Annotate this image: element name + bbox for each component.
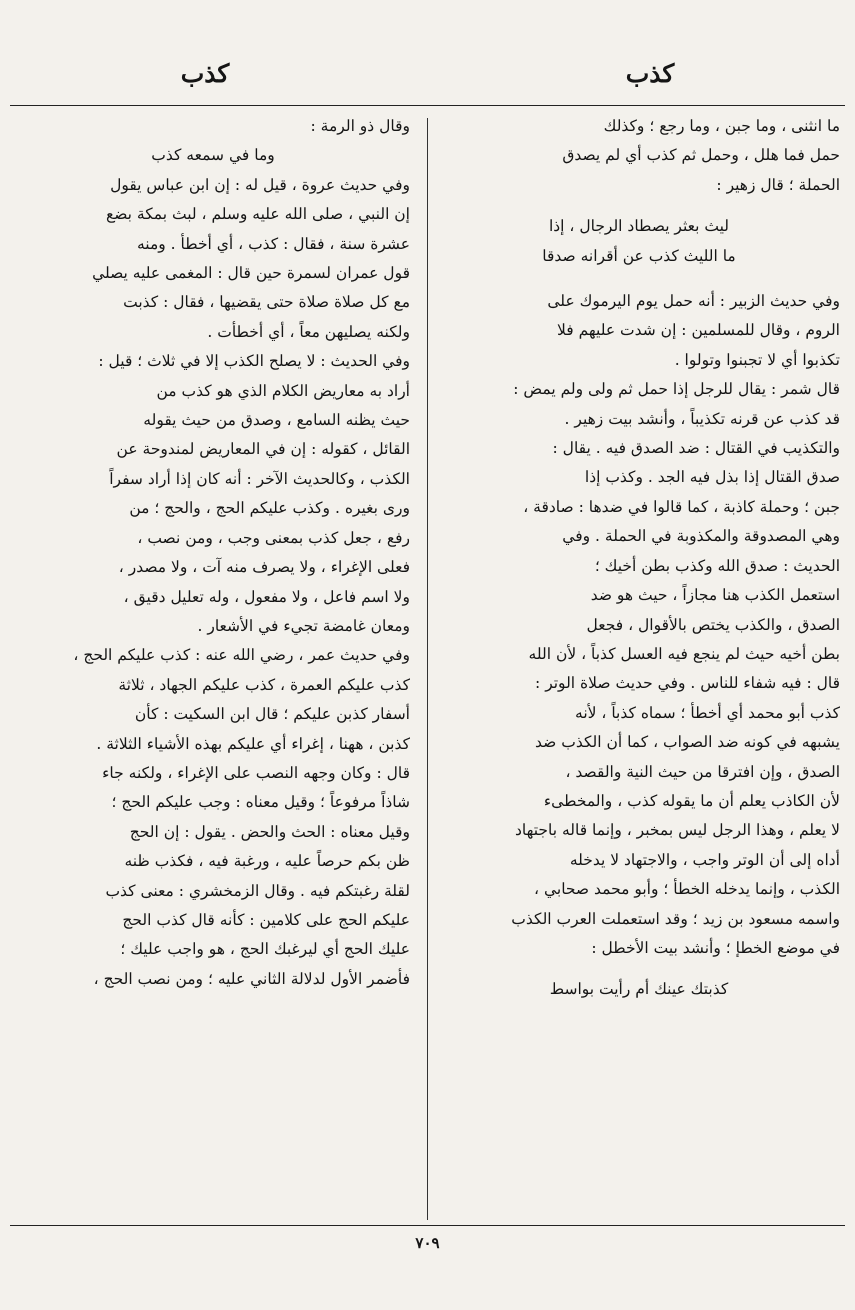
text-line: كذب عليكم العمرة ، كذب عليكم الجهاد ، ثلاثة <box>118 675 410 694</box>
text-line: فأضمر الأول لدلالة الثاني عليه ؛ ومن نصب الحج ، <box>93 969 410 988</box>
text-line: صدق القتال إذا بذل فيه الجد . وكذب إذا <box>584 468 840 487</box>
text-line: لا يعلم ، وهذا الرجل ليس بمخبر ، وإنما قاله باجتهاد <box>514 821 840 840</box>
text-line: قال : وكان وجهه النصب على الإغراء ، ولكنه جاء <box>102 763 410 782</box>
text-line: القائل ، كقوله : إن في المعاريض لمندوحة عن <box>116 440 410 459</box>
text-line: قول عمران لسمرة حين قال : المغمى عليه يصلي <box>92 264 410 283</box>
text-line: عليك الحج أي ليرغبك الحج ، هو واجب عليك ؛ <box>120 940 410 959</box>
text-line: شاذاً مرفوعاً ؛ وقيل معناه : وجب عليكم الحج ؛ <box>111 793 410 812</box>
text-line: أسفار كذبن عليكم ؛ قال ابن السكيت : كأن <box>134 705 410 724</box>
text-line: في موضع الخطإ ؛ وأنشد بيت الأخطل : <box>591 938 840 957</box>
text-line: كذبن ، ههنا ، إغراء أي عليكم بهذه الأشياء الثلاثة . <box>96 734 410 753</box>
text-line: حمل فما هلل ، وحمل ثم كذب أي لم يصدق <box>562 146 840 165</box>
footer-rule <box>10 1225 845 1226</box>
right-column <box>438 112 840 1220</box>
verse-line: وما في سمعه كذب <box>151 146 275 165</box>
text-line: أداه إلى أن الوتر واجب ، والاجتهاد لا يدخله <box>569 850 840 869</box>
right-column-headword: كذب <box>625 59 675 88</box>
text-line: عليكم الحج على كلامين : كأنه قال كذب الحج <box>122 910 410 929</box>
text-line: لقلة رغبتكم فيه . وقال الزمخشري : معنى كذب <box>105 881 410 900</box>
verse-line: ليث بعثر يصطاد الرجال ، إذا <box>548 217 730 236</box>
text-line: عشرة سنة ، فقال : كذب ، أي أخطأ . ومنه <box>136 234 410 253</box>
left-column-headword: كذب <box>180 59 230 88</box>
text-line: ولكنه يصليهن معاً ، أي أخطأت . <box>207 322 410 341</box>
text-line: والتكذيب في القتال : ضد الصدق فيه . يقال : <box>552 439 840 458</box>
text-line: وفي حديث عمر ، رضي الله عنه : كذب عليكم الحج ، <box>73 646 410 665</box>
text-line: الصدق ، وإن افترقا من حيث النية والقصد ، <box>565 762 840 781</box>
text-line: قال : فيه شفاء للناس . وفي حديث صلاة الوتر : <box>535 674 840 693</box>
text-line: ما انثنى ، وما جبن ، وما رجع ؛ وكذلك <box>603 117 840 135</box>
text-line: الكذب ، وكالحديث الآخر : أنه كان إذا أراد سفراً <box>109 469 410 488</box>
text-line: وفي الحديث : لا يصلح الكذب إلا في ثلاث ؛ قيل : <box>98 352 410 371</box>
text-line: حيث يظنه السامع ، وصدق من حيث يقوله <box>143 411 410 430</box>
text-line: رفع ، جعل كذب بمعنى وجب ، ومن نصب ، <box>137 528 410 547</box>
page-number: ٧٠٩ <box>415 1234 440 1252</box>
text-line: فعلى الإغراء ، ولا يصرف منه آت ، ولا مصدر ، <box>118 558 410 577</box>
text-line: وهي المصدوقة والمكذوبة في الحملة . وفي <box>562 527 840 546</box>
text-line: واسمه مسعود بن زيد ؛ وقد استعملت العرب الكذب <box>511 909 840 928</box>
text-line: لأن الكاذب يعلم أن ما يقوله كذب ، والمخطىء <box>543 791 840 810</box>
text-line: تكذبوا أي لا تجبنوا وتولوا . <box>674 350 840 369</box>
text-line: إن النبي ، صلى الله عليه وسلم ، لبث بمكة بضع <box>105 205 410 224</box>
verse-line: كذبتك عينك أم رأيت بواسط <box>549 980 729 999</box>
text-line: ظن بكم حرصاً عليه ، ورغبة فيه ، فكذب ظنه <box>124 852 410 871</box>
verse-line: ما الليث كذب عن أقرانه صدقا <box>542 246 736 265</box>
text-line: بطن أخيه حيث لم ينجع فيه العسل كذباً ، لأن الله <box>528 644 840 663</box>
left-column <box>16 112 410 1220</box>
column-divider <box>427 118 428 1220</box>
text-line: ولا اسم فاعل ، ولا مفعول ، وله تعليل دقيق ، <box>123 587 410 606</box>
text-line: كذب أبو محمد أي أخطأ ؛ سماه كذباً ، لأنه <box>575 703 840 722</box>
text-line: وفي حديث الزبير : أنه حمل يوم اليرموك على <box>547 292 840 311</box>
text-line: قد كذب عن قرنه تكذيباً ، وأنشد بيت زهير . <box>564 409 840 428</box>
text-line: استعمل الكذب هنا مجازاً ، حيث هو ضد <box>590 586 840 605</box>
text-line: يشبهه في كونه ضد الصواب ، كما أن الكذب ضد <box>535 733 840 752</box>
text-line: الحديث : صدق الله وكذب بطن أخيك ؛ <box>594 556 840 575</box>
text-line: وقيل معناه : الحث والحض . يقول : إن الحج <box>129 822 410 841</box>
text-line: الحملة ؛ قال زهير : <box>716 175 840 194</box>
text-line: الكذب ، وإنما يدخله الخطأ ؛ وأبو محمد صحابي ، <box>534 880 840 899</box>
text-line: الصدق ، والكذب يختص بالأقوال ، فجعل <box>586 615 840 634</box>
text-line: ومعان غامضة تجيء في الأشعار . <box>197 616 410 635</box>
text-line: وقال ذو الرمة : <box>310 117 410 135</box>
text-line: الروم ، وقال للمسلمين : إن شدت عليهم فلا <box>557 321 840 340</box>
text-line: قال شمر : يقال للرجل إذا حمل ثم ولى ولم يمض : <box>513 380 840 399</box>
text-line: جبن ؛ وحملة كاذبة ، كما قالوا في ضدها : صادقة ، <box>523 497 840 516</box>
text-line: وفي حديث عروة ، قيل له : إن ابن عباس يقول <box>110 175 410 194</box>
text-line: أراد به معاريض الكلام الذي هو كذب من <box>156 381 410 400</box>
header-rule <box>10 105 845 106</box>
text-line: مع كل صلاة صلاة حتى يقضيها ، فقال : كذبت <box>123 293 410 312</box>
text-line: ورى بغيره . وكذب عليكم الحج ، والحج ؛ من <box>129 499 410 518</box>
